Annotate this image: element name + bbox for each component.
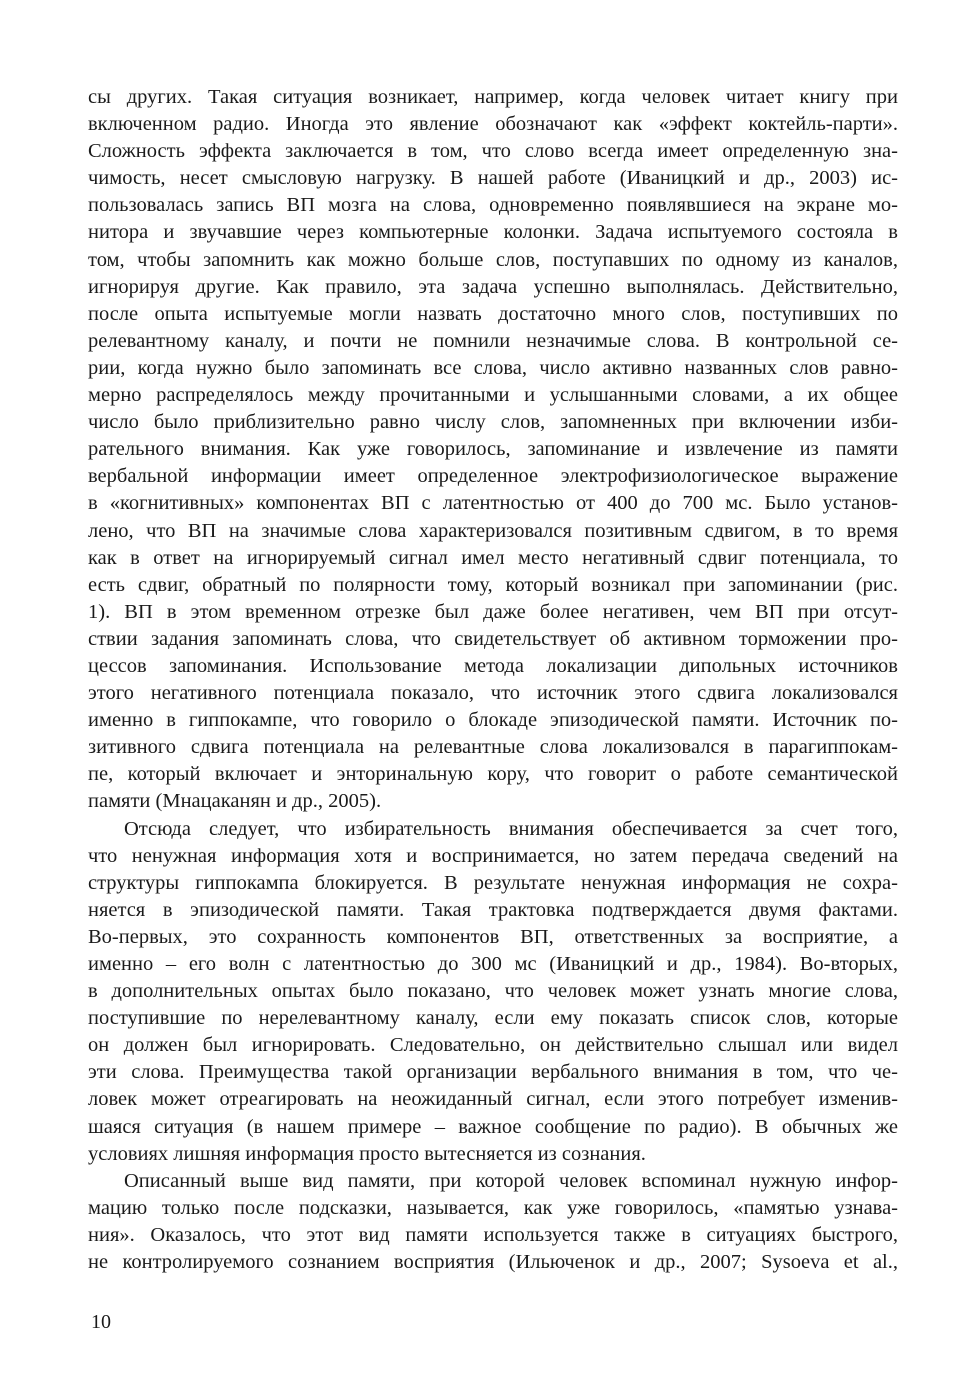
text-line: число было приблизительно равно числу слов, запомненных при включении изби- bbox=[88, 411, 898, 434]
text-line: в дополнительных опытах было показано, что человек может узнать многие слова, bbox=[88, 980, 898, 1003]
text-line: как в ответ на игнорируемый сигнал имел место негативный сдвиг потенциала, то bbox=[88, 546, 898, 569]
text-line: рии, когда нужно было запоминать все слова, число активно названных слов равно- bbox=[88, 356, 898, 379]
text-line: чимость, несет смысловую нагрузку. В нашей работе (Иваницкий и др., 2003) ис- bbox=[88, 167, 898, 190]
text-line: ловек может отреагировать на неожиданный сигнал, если этого потребует изменив- bbox=[88, 1088, 898, 1111]
text-line: он должен был игнорировать. Следовательно, он действительно слышал или видел bbox=[88, 1034, 898, 1057]
text-line: зитивного сдвига потенциала на релевантные слова локализовался в парагиппокам- bbox=[88, 736, 898, 759]
text-line: эти слова. Преимущества такой организации вербального внимания в том, что че- bbox=[88, 1061, 898, 1084]
text-line: после опыта испытуемые могли назвать достаточно много слов, поступивших по bbox=[88, 302, 898, 325]
text-line: именно – его волн с латентностью до 300 мс (Иваницкий и др., 1984). Во-вторых, bbox=[88, 953, 898, 975]
text-line: Отсюда следует, что избирательность внимания обеспечивается за счет того, bbox=[124, 817, 898, 840]
text-line: пользовалась запись ВП мозга на слова, одновременно появлявшиеся на экране мо- bbox=[88, 194, 898, 217]
text-line: цессов запоминания. Использование метода локализации дипольных источников bbox=[88, 654, 898, 677]
text-line: сы других. Такая ситуация возникает, например, когда человек читает книгу при bbox=[88, 86, 898, 108]
text-line: шаяся ситуация (в нашем примере – важное сообщение по радио). В обычных же bbox=[88, 1115, 898, 1138]
text-line: включенном радио. Иногда это явление обозначают как «эффект коктейль-парти». bbox=[88, 113, 898, 136]
text-line: именно в гиппокампе, что говорило о блокаде эпизодической памяти. Источник по- bbox=[88, 709, 898, 732]
paragraph-2 bbox=[88, 816, 898, 1168]
text-line: памяти (Мнацаканян и др., 2005). bbox=[88, 790, 382, 813]
text-line: Сложность эффекта заключается в том, что слово всегда имеет определенную зна- bbox=[88, 140, 898, 163]
text-line: структуры гиппокампа блокируется. В результате ненужная информация не сохра- bbox=[88, 871, 898, 894]
text-line: в «когнитивных» компонентах ВП с латентностью от 400 до 700 мс. Было установ- bbox=[88, 492, 898, 515]
paragraph-3 bbox=[88, 1168, 898, 1276]
text-line: игнорируя другие. Как правило, эта задача успешно выполнялась. Действительно, bbox=[88, 275, 898, 298]
text-line: этого негативного потенциала показало, что источник этого сдвига локализовался bbox=[88, 682, 898, 705]
text-line: нитора и звучавшие через компьютерные колонки. Задача испытуемого состояла в bbox=[88, 221, 898, 244]
text-line: рательного внимания. Как уже говорилось, запоминание и извлечение из памяти bbox=[88, 438, 898, 461]
text-line: вербальной информации имеет определенное электрофизиологическое выражение bbox=[88, 465, 898, 488]
text-line: релевантному каналу, и почти не помнили незначимые слова. В контрольной се- bbox=[88, 329, 898, 352]
text-line: Во-первых, это сохранность компонентов ВП, ответственных за восприятие, а bbox=[88, 925, 898, 948]
text-line: мерно распределялось между прочитанными и услышанными словами, а их общее bbox=[88, 384, 898, 407]
text-line: условиях лишняя информация просто вытесняется из сознания. bbox=[88, 1142, 646, 1165]
text-line: Описанный выше вид памяти, при которой человек вспоминал нужную инфор- bbox=[124, 1169, 898, 1192]
text-line: лено, что ВП на значимые слова характеризовался позитивным сдвигом, в то время bbox=[88, 519, 898, 542]
text-line: есть сдвиг, обратный по полярности тому, который возникал при запоминании (рис. bbox=[88, 573, 898, 596]
text-line: ния». Оказалось, что этот вид памяти используется также в ситуациях быстрого, bbox=[88, 1223, 898, 1246]
text-line: не контролируемого сознанием восприятия (Ильюченок и др., 2007; Sysoeva et al., bbox=[88, 1251, 898, 1274]
text-line: ствии задания запоминать слова, что свидетельствует об активном торможении про- bbox=[88, 627, 898, 650]
page-body bbox=[88, 84, 898, 1276]
paragraph-1 bbox=[88, 84, 898, 816]
page-number: 10 bbox=[91, 1311, 111, 1333]
text-line: няется в эпизодической памяти. Такая трактовка подтверждается двумя фактами. bbox=[88, 898, 898, 921]
text-line: что ненужная информация хотя и воспринимается, но затем передача сведений на bbox=[88, 844, 898, 867]
text-line: мацию только после подсказки, называется, как уже говорилось, «памятью узнава- bbox=[88, 1196, 898, 1219]
text-line: 1). ВП в этом временном отрезке был даже более негативен, чем ВП при отсут- bbox=[88, 600, 898, 623]
text-line: том, чтобы запомнить как можно больше слов, поступавших по одному из каналов, bbox=[88, 248, 898, 271]
text-line: пе, который включает и энторинальную кору, что говорит о работе семантической bbox=[88, 763, 898, 786]
text-line: поступившие по нерелевантному каналу, если ему показать список слов, которые bbox=[88, 1007, 898, 1030]
